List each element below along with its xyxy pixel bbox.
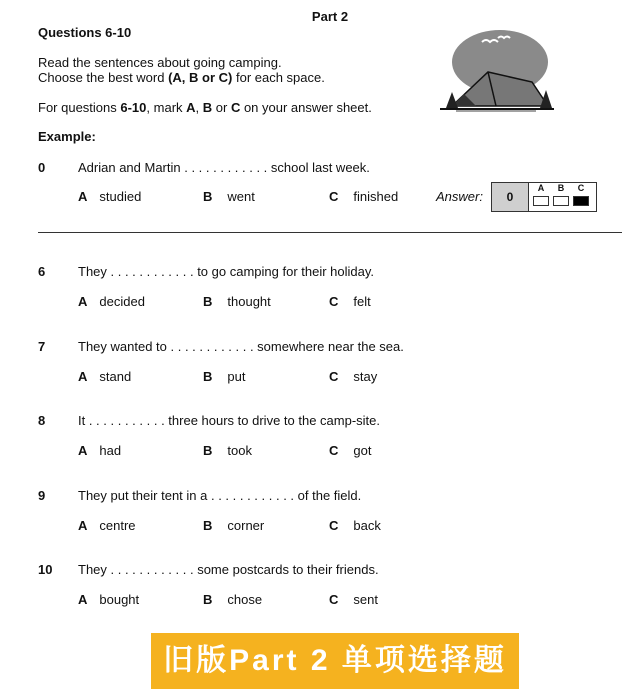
option-b [203, 518, 264, 533]
option-word: back [353, 518, 381, 533]
caption-banner [151, 633, 519, 689]
example-label: Example: [38, 129, 96, 144]
option-letter: A [78, 518, 88, 533]
answer-box [491, 182, 597, 212]
question-text: They wanted to . . . . . . . . . . . . somewhere near the sea. [78, 339, 404, 354]
instruction-line-2 [38, 70, 325, 85]
option-word: studied [99, 189, 142, 204]
option-word: chose [227, 592, 263, 607]
instruction-text: on your answer sheet. [240, 100, 372, 115]
question-number: 6 [38, 264, 46, 279]
option-letter: B [203, 369, 213, 384]
answer-choice-c [571, 183, 591, 206]
instruction-text: Choose the best word [38, 70, 169, 85]
option-word: thought [227, 294, 271, 309]
option-word: got [353, 443, 372, 458]
option-c [329, 294, 371, 309]
instruction-emphasis: A [186, 100, 196, 115]
option-letter: A [78, 369, 88, 384]
option-letter: A [78, 592, 88, 607]
instruction-line-1: Read the sentences about going camping. [38, 55, 282, 70]
option-word: corner [227, 518, 265, 533]
option-letter: B [203, 189, 213, 204]
instruction-text: for each space. [232, 70, 325, 85]
option-word: took [227, 443, 252, 458]
option-c [329, 189, 398, 204]
option-b [203, 189, 255, 204]
option-a [78, 189, 141, 204]
option-word: finished [353, 189, 399, 204]
option-word: centre [99, 518, 136, 533]
option-letter: B [203, 518, 213, 533]
camping-tent-illustration [436, 22, 556, 114]
answer-lozenge-filled [573, 196, 589, 206]
question-text: It . . . . . . . . . . . three hours to drive to the camp-site. [78, 413, 381, 428]
option-word: stand [99, 369, 132, 384]
answer-number: 0 [492, 183, 529, 211]
option-letter: A [78, 189, 88, 204]
option-b [203, 294, 271, 309]
option-a [78, 518, 136, 533]
option-a [78, 592, 139, 607]
answer-choice-letter: C [577, 183, 585, 193]
part-title: Part 2 [311, 9, 349, 24]
option-c [329, 443, 371, 458]
option-c [329, 369, 377, 384]
instruction-text: , [195, 100, 203, 115]
instruction-text: , mark [146, 100, 187, 115]
instruction-emphasis: C [230, 100, 241, 115]
instruction-text: For questions [38, 100, 121, 115]
option-letter: C [329, 369, 339, 384]
option-word: sent [353, 592, 378, 607]
option-letter: C [329, 518, 339, 533]
question-number: 9 [38, 488, 46, 503]
option-b [203, 592, 262, 607]
option-word: stay [353, 369, 378, 384]
answer-choice-a [531, 183, 551, 206]
instruction-line-3 [38, 100, 372, 115]
option-a [78, 369, 131, 384]
option-letter: B [203, 294, 213, 309]
instruction-emphasis: 6-10 [120, 100, 147, 115]
caption-banner-text: 旧版Part 2 单项选择题 [163, 644, 507, 677]
option-word: put [227, 369, 246, 384]
option-letter: C [329, 189, 339, 204]
answer-lozenge-empty [533, 196, 549, 206]
answer-choice-b [551, 183, 571, 206]
option-a [78, 294, 145, 309]
answer-lozenge-empty [553, 196, 569, 206]
option-word: bought [99, 592, 140, 607]
option-letter: C [329, 443, 339, 458]
instruction-emphasis: (A, B or C) [168, 70, 233, 85]
answer-choice-letter: B [557, 183, 565, 193]
answer-choice-letter: A [537, 183, 545, 193]
question-number: 0 [38, 160, 46, 175]
option-b [203, 369, 245, 384]
question-number: 7 [38, 339, 46, 354]
question-text: Adrian and Martin . . . . . . . . . . . . school last week. [78, 160, 370, 175]
question-text: They . . . . . . . . . . . . to go camping for their holiday. [78, 264, 374, 279]
questions-title: Questions 6-10 [38, 25, 132, 40]
option-c [329, 592, 378, 607]
question-number: 8 [38, 413, 46, 428]
instruction-text: or [212, 100, 231, 115]
question-text: They . . . . . . . . . . . . some postcards to their friends. [78, 562, 379, 577]
question-number: 10 [38, 562, 53, 577]
option-letter: B [203, 592, 213, 607]
option-letter: C [329, 294, 339, 309]
question-text: They put their tent in a . . . . . . . . . . . . of the field. [78, 488, 362, 503]
option-letter: A [78, 443, 88, 458]
option-a [78, 443, 121, 458]
answer-label: Answer: [436, 189, 483, 204]
section-divider [38, 232, 622, 233]
option-word: decided [99, 294, 145, 309]
option-b [203, 443, 252, 458]
option-letter: A [78, 294, 88, 309]
option-letter: B [203, 443, 213, 458]
option-word: had [99, 443, 122, 458]
option-c [329, 518, 381, 533]
instruction-emphasis: B [202, 100, 213, 115]
option-word: felt [353, 294, 371, 309]
option-letter: C [329, 592, 339, 607]
option-word: went [227, 189, 255, 204]
